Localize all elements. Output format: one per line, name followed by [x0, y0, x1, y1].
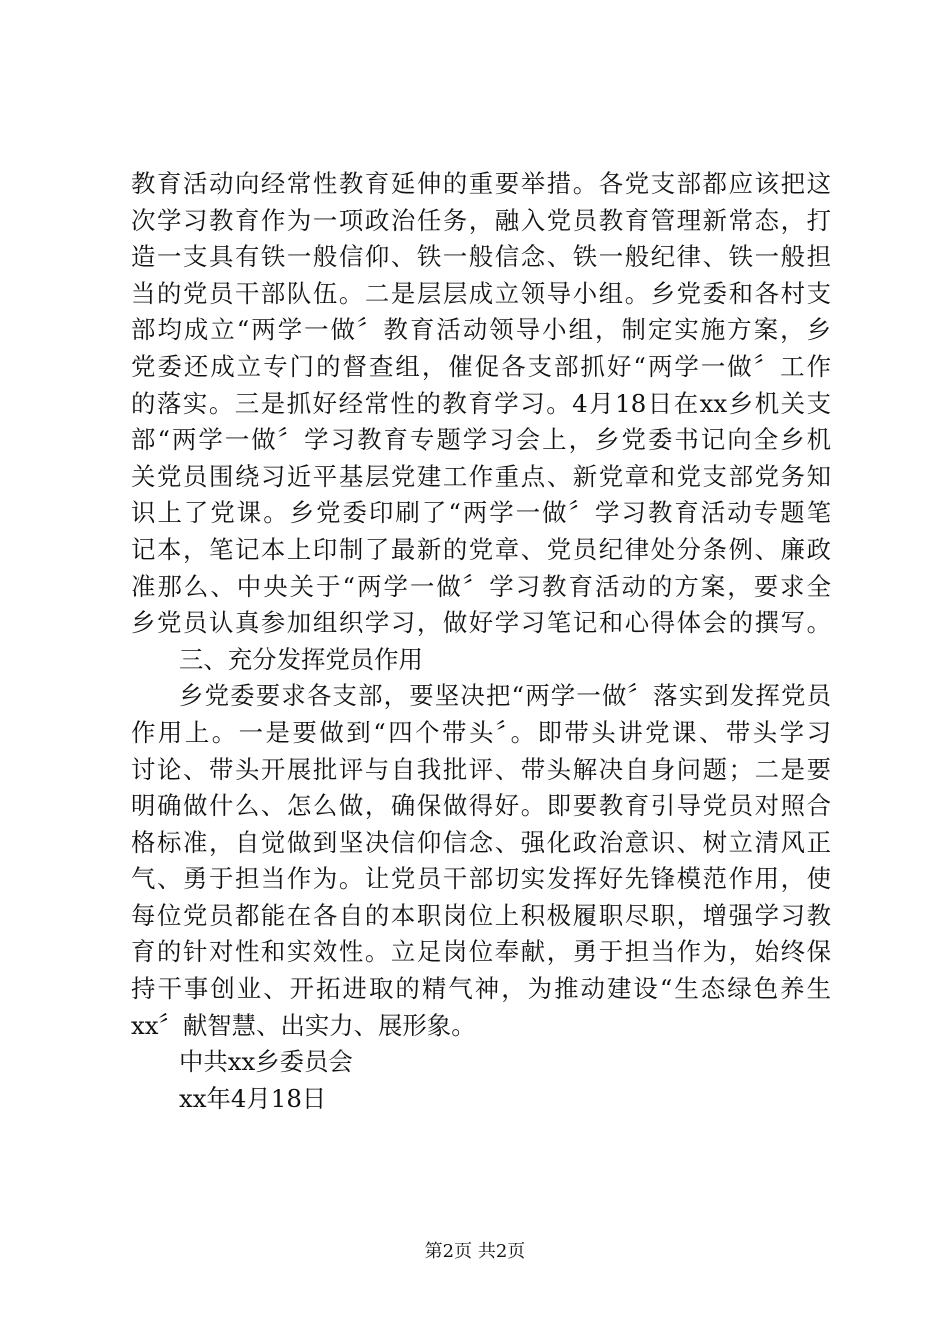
- text-line: xx〞献智慧、出实力、展形象。: [131, 1010, 476, 1040]
- text-line: 当的党员干部队伍。二是层层成立领导小组。乡党委和各村支: [131, 278, 831, 308]
- text-line: 党委还成立专门的督查组，催促各支部抓好“两学一做〞工作: [131, 351, 831, 381]
- text-line: 作用上。一是要做到“四个带头〞。即带头讲党课、带头学习: [131, 717, 831, 747]
- text-line: 准那么、中央关于“两学一做〞学习教育活动的方案，要求全: [131, 571, 831, 601]
- text-line: 明确做什么、怎么做，确保做得好。即要教育引导党员对照合: [131, 791, 831, 821]
- text-line: 次学习教育作为一项政治任务，融入党员教育管理新常态，打: [131, 205, 831, 235]
- text-line: 造一支具有铁一般信仰、铁一般信念、铁一般纪律、铁一般担: [131, 242, 831, 272]
- text-line: 三、充分发挥党员作用: [179, 644, 423, 674]
- text-line: 的落实。三是抓好经常性的教育学习。4月18日在xx乡机关支: [131, 388, 831, 418]
- text-line: 气、勇于担当作为。让党员干部切实发挥好先锋模范作用，使: [131, 864, 831, 894]
- text-line: 关党员围绕习近平基层党建工作重点、新党章和党支部党务知: [131, 461, 831, 491]
- text-line: 记本，笔记本上印制了最新的党章、党员纪律处分条例、廉政: [131, 534, 831, 564]
- text-line: 识上了党课。乡党委印刷了“两学一做〞学习教育活动专题笔: [131, 498, 831, 528]
- text-line: 乡党员认真参加组织学习，做好学习笔记和心得体会的撰写。: [131, 608, 831, 638]
- text-line: 部“两学一做〞学习教育专题学习会上，乡党委书记向全乡机: [131, 425, 831, 455]
- text-line: 教育活动向经常性教育延伸的重要举措。各党支部都应该把这: [131, 169, 831, 198]
- document-body: [131, 166, 831, 1117]
- text-line: 中共xx乡委员会: [179, 1047, 353, 1077]
- text-line: 每位党员都能在各自的本职岗位上积极履职尽职，增强学习教: [131, 900, 831, 930]
- text-line: 育的针对性和实效性。立足岗位奉献，勇于担当作为，始终保: [131, 937, 831, 967]
- page-footer: 第2页 共2页: [424, 1241, 526, 1262]
- text-line: 持干事创业、开拓进取的精气神，为推动建设“生态绿色养生: [131, 974, 831, 1004]
- text-line: 讨论、带头开展批评与自我批评、带头解决自身问题；二是要: [131, 754, 831, 784]
- text-line: 格标准，自觉做到坚决信仰信念、强化政治意识、树立清风正: [131, 827, 831, 857]
- text-line: 部均成立“两学一做〞教育活动领导小组，制定实施方案，乡: [131, 315, 831, 345]
- text-line: 乡党委要求各支部，要坚决把“两学一做〞落实到发挥党员: [179, 681, 831, 711]
- text-line: xx年4月18日: [179, 1083, 327, 1113]
